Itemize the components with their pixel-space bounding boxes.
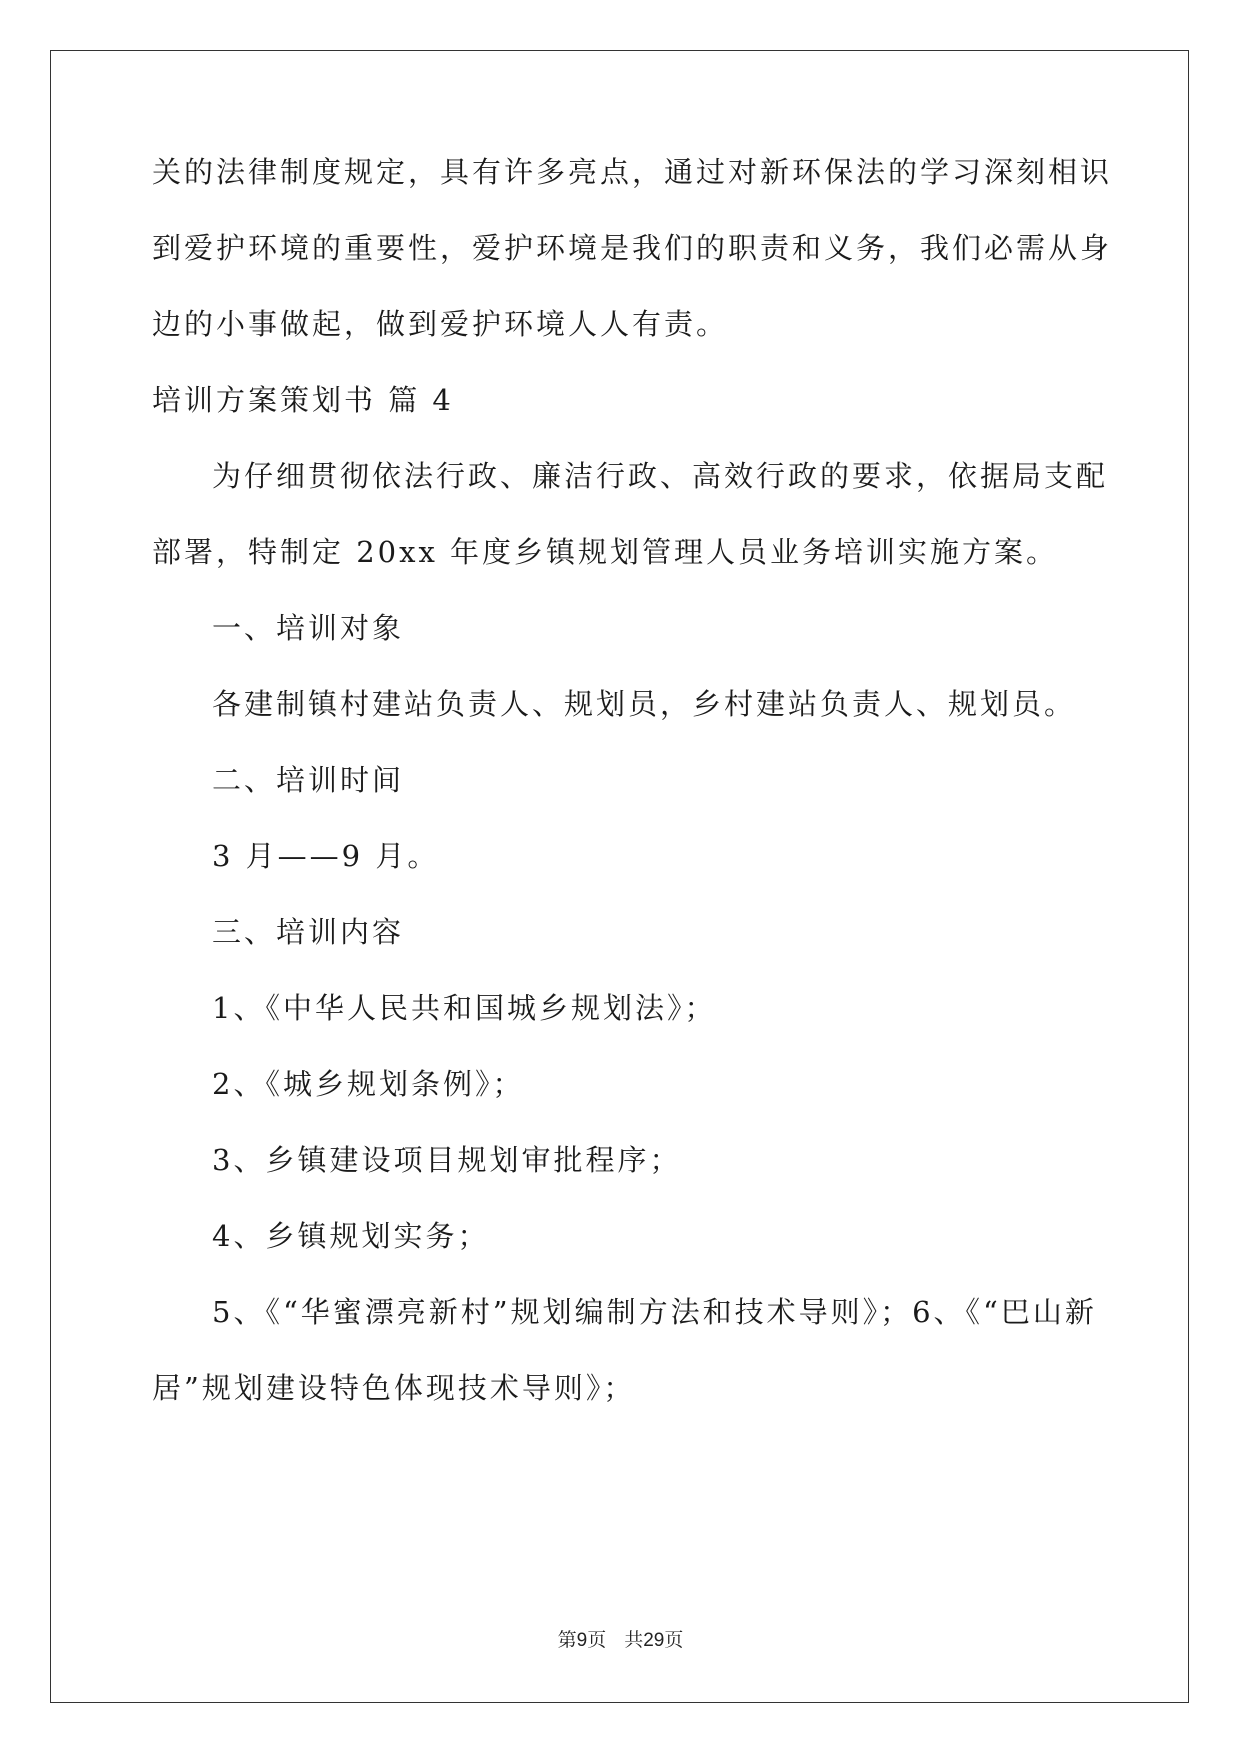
page-footer — [0, 1628, 1241, 1653]
page-border — [50, 50, 1189, 1703]
intro-line: 部署，特制定 20xx 年度乡镇规划管理人员业务培训实施方案。 — [152, 535, 1059, 569]
paragraph-line: 到爱护环境的重要性，爱护环境是我们的职责和义务，我们必需从身 — [152, 231, 1113, 265]
list-item: 3、乡镇建设项目规划审批程序； — [212, 1143, 682, 1177]
section-title: 培训方案策划书 篇 4 — [152, 383, 454, 417]
page-prefix: 第 — [557, 1629, 577, 1651]
page-number: 9 — [576, 1630, 588, 1651]
intro-line: 为仔细贯彻依法行政、廉洁行政、高效行政的要求，依据局支配 — [212, 459, 1109, 493]
heading-training-time: 二、培训时间 — [212, 763, 405, 797]
training-time-body: 3 月——9 月。 — [212, 839, 440, 873]
page-suffix: 页 — [587, 1629, 607, 1651]
total-prefix: 共 — [624, 1629, 644, 1651]
total-suffix: 页 — [664, 1629, 684, 1651]
heading-training-target: 一、培训对象 — [212, 611, 405, 645]
list-item-continuation: 居”规划建设特色体现技术导则》； — [152, 1371, 636, 1405]
list-item: 5、《“华蜜漂亮新村”规划编制方法和技术导则》；6、《“巴山新 — [212, 1295, 1097, 1329]
list-item: 4、乡镇规划实务； — [212, 1219, 490, 1253]
paragraph-line: 关的法律制度规定，具有许多亮点，通过对新环保法的学习深刻相识 — [152, 155, 1113, 189]
list-item: 1、《中华人民共和国城乡规划法》； — [212, 991, 717, 1025]
training-target-body: 各建制镇村建站负责人、规划员，乡村建站负责人、规划员。 — [212, 687, 1077, 721]
paragraph-line: 边的小事做起，做到爱护环境人人有责。 — [152, 307, 729, 341]
total-pages: 29 — [643, 1630, 665, 1651]
heading-training-content: 三、培训内容 — [212, 915, 405, 949]
list-item: 2、《城乡规划条例》； — [212, 1067, 525, 1101]
